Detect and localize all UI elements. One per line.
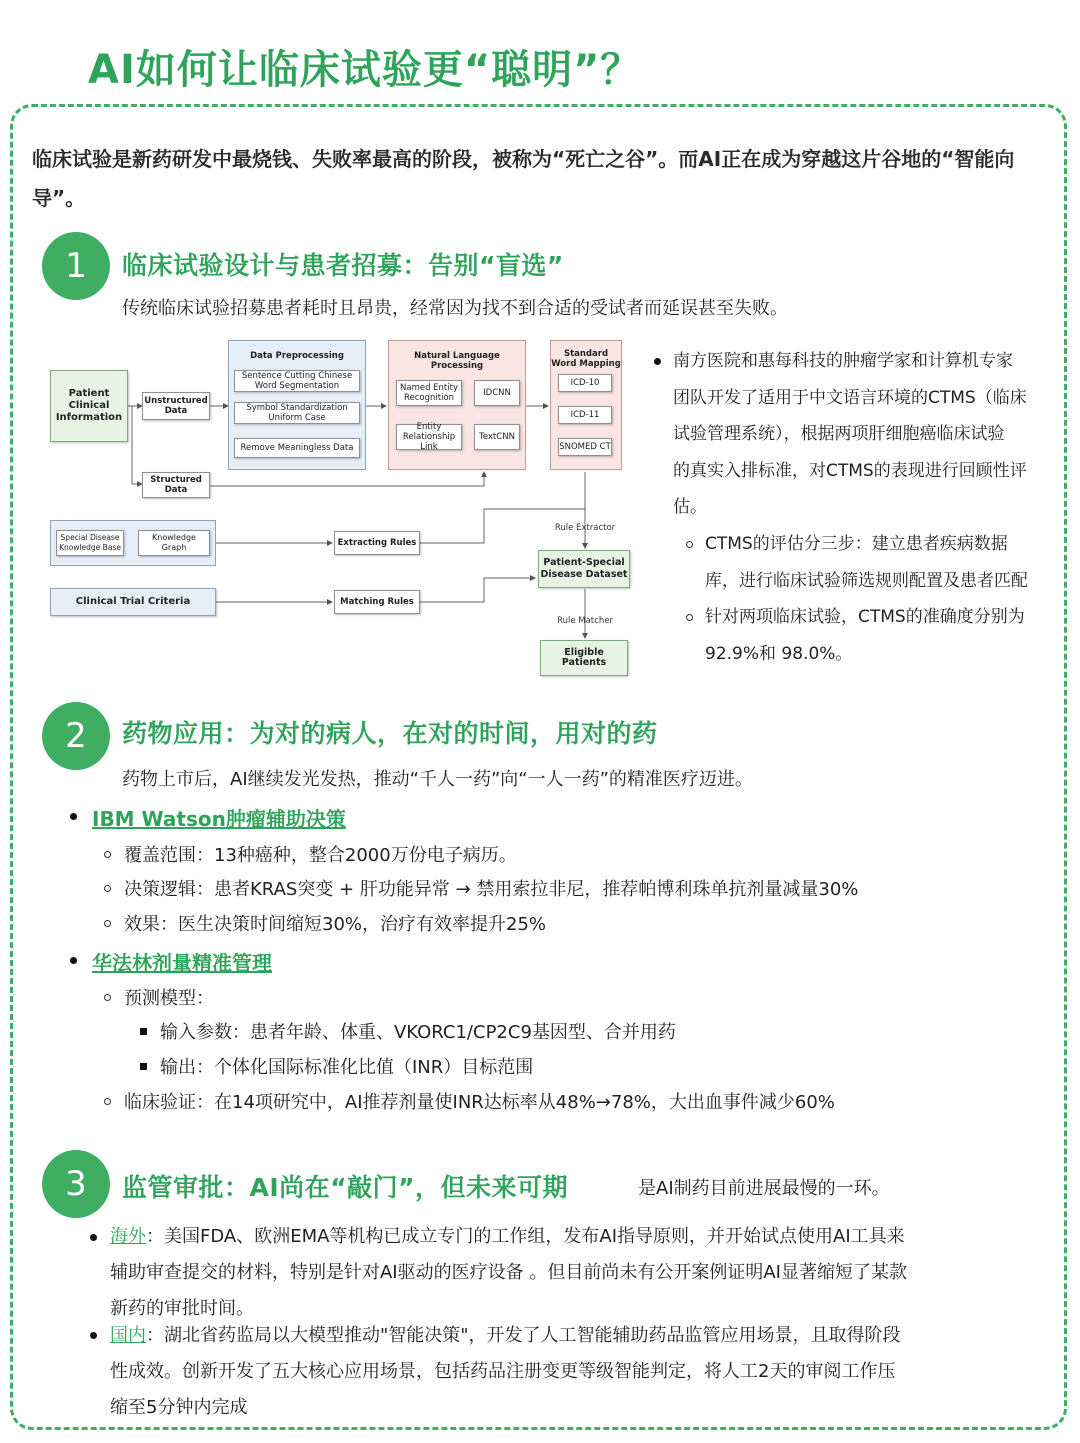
overseas-link[interactable]: 海外: [110, 1226, 146, 1247]
ctms-sub-bullet: [705, 526, 1065, 599]
text-line: 估。: [673, 497, 707, 517]
sub-sub-bullet: [140, 1063, 147, 1070]
text-line: 缩至5分钟内完成: [110, 1397, 248, 1418]
sub-bullet-ring: [104, 920, 111, 927]
sub-bullet-ring: [686, 541, 693, 548]
domestic-link[interactable]: 国内: [110, 1325, 146, 1346]
mapping-code: SNOMED CT: [558, 438, 612, 456]
special-disease-kb-box: Special Disease Knowledge Base: [56, 530, 124, 556]
sub-sub-bullet: [140, 1028, 147, 1035]
sub-bullet-ring: [686, 614, 693, 621]
nlp-step: Entity Relationship Link: [396, 424, 462, 450]
text-line: 性成效。创新开发了五大核心应用场景，包括药品注册变更等级智能判定，将人工2天的审阅工作压: [110, 1361, 896, 1382]
section-3-title: 监管审批：AI尚在“敲门”，但未来可期: [122, 1173, 569, 1202]
knowledge-graph-box: Knowledge Graph: [138, 530, 210, 556]
domestic-paragraph: [110, 1318, 1050, 1426]
section-2-title: 药物应用：为对的病人，在对的时间，用对的药: [122, 719, 658, 748]
clinical-trial-criteria-box: Clinical Trial Criteria: [50, 588, 216, 616]
watson-detail: 决策逻辑：患者KRAS突变 + 肝功能异常 → 禁用索拉非尼，推荐帕博利珠单抗剂量减量30%: [124, 879, 859, 900]
preprocessing-step: Symbol Standardization Uniform Case: [234, 402, 360, 424]
ibm-watson-label[interactable]: IBM Watson肿瘤辅助决策: [92, 807, 346, 831]
warfarin-model-item: 输入参数：患者年龄、体重、VKORC1/CP2C9基因型、合并用药: [160, 1022, 676, 1043]
page-title: AI如何让临床试验更“聪明”？: [88, 47, 642, 93]
bullet-dot: [70, 813, 77, 820]
text-line: 库，进行临床试验筛选规则配置及患者匹配: [705, 570, 1028, 591]
section-2-subtitle: 药物上市后，AI继续发光发热，推动“千人一药”向“一人一药”的精准医疗迈进。: [122, 769, 753, 790]
section-1-title: 临床试验设计与患者招募：告别“盲选”: [122, 251, 564, 280]
patient-clinical-info-box: Patient Clinical Information: [50, 370, 128, 442]
section-3-badge: 3: [42, 1150, 110, 1218]
sub-bullet-ring: [104, 994, 111, 1001]
text-line: 针对两项临床试验，CTMS的准确度分别为: [705, 607, 1025, 627]
ctms-flow-diagram: [44, 336, 644, 686]
text-line: 团队开发了适用于中文语言环境的CTMS（临床: [673, 387, 1027, 408]
ctms-paragraph: [673, 343, 1063, 526]
ibm-watson-link[interactable]: [92, 803, 346, 832]
text-line: 92.9%和 98.0%。: [705, 643, 853, 664]
text-line: 辅助审查提交的材料，特别是针对AI驱动的医疗设备 。但目前尚未有公开案例证明AI显著缩短了某款: [110, 1262, 907, 1283]
bullet-dot: [654, 358, 661, 365]
preprocessing-step: Remove Meaningless Data: [234, 438, 360, 458]
data-preprocessing-title: Data Preprocessing: [250, 351, 344, 361]
eligible-patients-box: Eligible Patients: [540, 640, 628, 676]
section-3-note: 是AI制药目前进展最慢的一环。: [638, 1178, 890, 1199]
watson-detail: 效果：医生决策时间缩短30%，治疗有效率提升25%: [124, 914, 547, 935]
text-line: 新药的审批时间。: [110, 1298, 254, 1319]
section-1-badge: 1: [42, 232, 110, 300]
nlp-step: TextCNN: [474, 424, 520, 450]
warfarin-link[interactable]: [92, 947, 272, 976]
sub-bullet-ring: [104, 1098, 111, 1105]
matching-rules-box: Matching Rules: [334, 590, 420, 614]
sub-bullet-ring: [104, 885, 111, 892]
text-line: 试验管理系统），根据两项肝细胞癌临床试验: [673, 424, 1005, 444]
rule-extractor-label: Rule Extractor: [554, 523, 616, 533]
extracting-rules-box: Extracting Rules: [334, 531, 420, 555]
watson-detail: 覆盖范围：13种癌种，整合2000万份电子病历。: [124, 845, 517, 866]
text-line: ：美国FDA、欧洲EMA等机构已成立专门的工作组，发布AI指导原则，并开始试点使用AI工具来: [146, 1226, 905, 1247]
structured-data-box: Structured Data: [142, 472, 210, 498]
mapping-code: ICD-11: [558, 406, 612, 424]
section-2-badge: 2: [42, 702, 110, 770]
bullet-dot: [90, 1332, 97, 1339]
text-line: 的真实入排标准，对CTMS的表现进行回顾性评: [673, 460, 1027, 481]
bullet-dot: [70, 957, 77, 964]
nlp-step: IDCNN: [474, 380, 520, 406]
bullet-dot: [90, 1234, 97, 1241]
mapping-code: ICD-10: [558, 374, 612, 392]
preprocessing-step: Sentence Cutting Chinese Word Segmentation: [234, 370, 360, 392]
sub-bullet-ring: [104, 851, 111, 858]
nlp-title: Natural Language Processing: [414, 351, 500, 371]
warfarin-label[interactable]: 华法林剂量精准管理: [92, 951, 272, 975]
standard-word-mapping-title: Standard Word Mapping: [551, 349, 621, 369]
text-line: ：湖北省药监局以大模型推动"智能决策"，开发了人工智能辅助药品监管应用场景，且取得阶段: [146, 1325, 901, 1346]
section-1-subtitle: 传统临床试验招募患者耗时且昂贵，经常因为找不到合适的受试者而延误甚至失败。: [122, 298, 788, 319]
patient-dataset-box: Patient-Special Disease Dataset: [538, 550, 630, 588]
ctms-sub-bullet: [705, 599, 1065, 672]
rule-matcher-label: Rule Matcher: [557, 616, 613, 626]
intro-paragraph: 临床试验是新药研发中最烧钱、失败率最高的阶段，被称为“死亡之谷”。而AI正在成为穿越这片谷地的“智能向导”。: [32, 147, 1015, 210]
overseas-paragraph: [110, 1219, 1050, 1327]
warfarin-model-item: 输出：个体化国际标准化比值（INR）目标范围: [160, 1057, 534, 1078]
nlp-step: Named Entity Recognition: [396, 380, 462, 406]
text-line: CTMS的评估分三步：建立患者疾病数据: [705, 534, 1008, 554]
warfarin-validation: 临床验证：在14项研究中，AI推荐剂量使INR达标率从48%→78%，大出血事件减少60%: [124, 1092, 835, 1113]
unstructured-data-box: Unstructured Data: [142, 392, 210, 420]
warfarin-model: 预测模型：: [124, 988, 214, 1009]
text-line: 南方医院和惠每科技的肿瘤学家和计算机专家: [673, 351, 1013, 371]
